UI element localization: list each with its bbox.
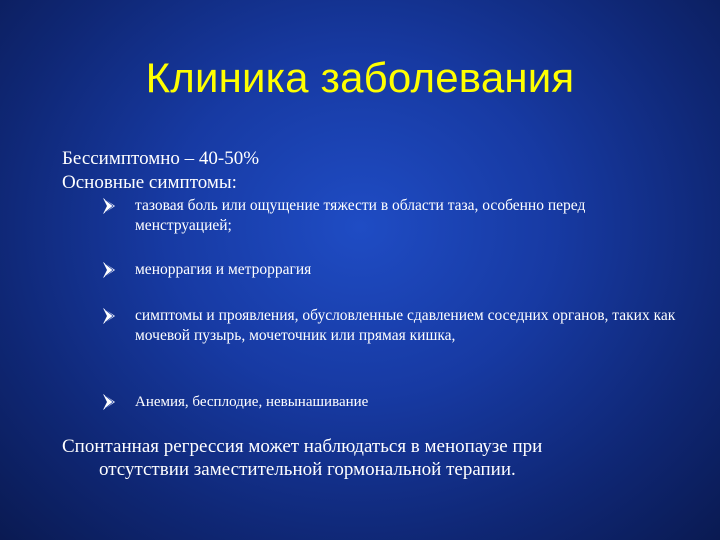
- main-symptoms-heading: Основные симптомы:: [62, 172, 237, 193]
- regression-note-line-1: Спонтанная регрессия может наблюдаться в менопаузе при: [62, 436, 543, 457]
- list-item-text: Анемия, бесплодие, невынашивание: [135, 394, 369, 410]
- arrowhead-bullet-icon: [102, 260, 118, 280]
- list-item-text: тазовая боль или ощущение тяжести в области таза, особенно перед менструацией;: [135, 197, 586, 234]
- list-item-text: симптомы и проявления, обусловленные сдавлением соседних органов, таких как мочевой пузырь, мочеточник или прямая кишка,: [135, 307, 676, 344]
- arrowhead-bullet-icon: [102, 392, 118, 412]
- regression-note: [62, 435, 662, 481]
- slide-title: Клиника заболевания: [145, 54, 575, 101]
- list-item-text: меноррагия и метроррагия: [135, 261, 312, 278]
- asymptomatic-line: Бессимптомно – 40-50%: [62, 148, 260, 169]
- arrowhead-bullet-icon: [102, 306, 118, 326]
- regression-note-line-2: отсутствии заместительной гормональной терапии.: [99, 459, 516, 480]
- arrowhead-bullet-icon: [102, 196, 118, 216]
